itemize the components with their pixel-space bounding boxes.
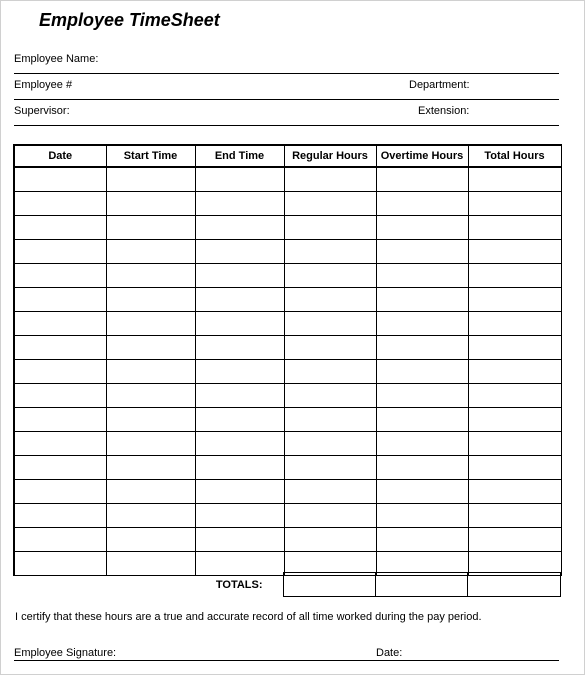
start-time-cell[interactable] <box>106 456 195 480</box>
table-row <box>14 312 561 336</box>
date-cell[interactable] <box>14 432 106 456</box>
end-time-cell[interactable] <box>195 384 284 408</box>
end-time-cell[interactable] <box>195 240 284 264</box>
regular-hours-cell[interactable] <box>284 480 376 504</box>
total-hours-cell[interactable] <box>468 408 561 432</box>
start-time-cell[interactable] <box>106 192 195 216</box>
start-time-cell[interactable] <box>106 312 195 336</box>
overtime-hours-cell[interactable] <box>376 336 468 360</box>
column-header-overtime-hours: Overtime Hours <box>376 145 468 167</box>
regular-hours-cell[interactable] <box>284 216 376 240</box>
total-hours-cell[interactable] <box>468 216 561 240</box>
signature-row[interactable] <box>14 641 559 661</box>
overtime-hours-cell[interactable] <box>376 288 468 312</box>
table-row <box>14 167 561 192</box>
total-overtime-hours-cell[interactable] <box>375 573 467 597</box>
total-hours-cell[interactable] <box>468 360 561 384</box>
overtime-hours-cell[interactable] <box>376 480 468 504</box>
table-row <box>14 264 561 288</box>
date-cell[interactable] <box>14 336 106 360</box>
timesheet-table <box>13 144 562 576</box>
end-time-cell[interactable] <box>195 408 284 432</box>
end-time-cell[interactable] <box>195 192 284 216</box>
end-time-cell[interactable] <box>195 360 284 384</box>
total-hours-cell[interactable] <box>468 288 561 312</box>
end-time-cell[interactable] <box>195 288 284 312</box>
total-hours-cell[interactable] <box>468 312 561 336</box>
start-time-cell[interactable] <box>106 480 195 504</box>
regular-hours-cell[interactable] <box>284 312 376 336</box>
employee-signature-label: Employee Signature: <box>14 647 117 659</box>
start-time-cell[interactable] <box>106 408 195 432</box>
start-time-cell[interactable] <box>106 264 195 288</box>
date-cell[interactable] <box>14 528 106 552</box>
table-row <box>14 360 561 384</box>
regular-hours-cell[interactable] <box>284 288 376 312</box>
table-row <box>14 384 561 408</box>
total-hours-cell[interactable] <box>468 264 561 288</box>
table-row <box>14 504 561 528</box>
employee-name-row[interactable] <box>14 48 559 74</box>
end-time-cell[interactable] <box>195 480 284 504</box>
end-time-cell[interactable] <box>195 456 284 480</box>
start-time-cell[interactable] <box>106 360 195 384</box>
table-row <box>14 216 561 240</box>
overtime-hours-cell[interactable] <box>376 360 468 384</box>
overtime-hours-cell[interactable] <box>376 264 468 288</box>
table-row <box>14 408 561 432</box>
supervisor-row[interactable] <box>14 100 559 126</box>
overtime-hours-cell[interactable] <box>376 384 468 408</box>
total-regular-hours-cell[interactable] <box>283 573 375 597</box>
totals-label: TOTALS: <box>215 578 263 591</box>
end-time-cell[interactable] <box>195 432 284 456</box>
employee-name-label: Employee Name: <box>14 53 99 65</box>
date-cell[interactable] <box>14 408 106 432</box>
overtime-hours-cell[interactable] <box>376 456 468 480</box>
total-hours-cell[interactable] <box>468 167 561 192</box>
column-header-start-time: Start Time <box>106 145 195 167</box>
overtime-hours-cell[interactable] <box>376 312 468 336</box>
start-time-cell[interactable] <box>106 504 195 528</box>
overtime-hours-cell[interactable] <box>376 504 468 528</box>
column-header-regular-hours: Regular Hours <box>284 145 376 167</box>
column-header-total-hours: Total Hours <box>468 145 561 167</box>
regular-hours-cell[interactable] <box>284 264 376 288</box>
regular-hours-cell[interactable] <box>284 528 376 552</box>
timesheet-body <box>14 167 561 576</box>
date-cell[interactable] <box>14 288 106 312</box>
table-row <box>14 480 561 504</box>
start-time-cell[interactable] <box>106 167 195 192</box>
date-cell[interactable] <box>14 384 106 408</box>
certification-statement: I certify that these hours are a true and accurate record of all time worked during the pay period. <box>15 611 482 623</box>
regular-hours-cell[interactable] <box>284 408 376 432</box>
total-hours-cell[interactable] <box>468 480 561 504</box>
table-header-row <box>14 145 561 167</box>
overtime-hours-cell[interactable] <box>376 216 468 240</box>
supervisor-label: Supervisor: <box>14 105 70 117</box>
employee-number-label: Employee # <box>14 79 73 91</box>
extension-label: Extension: <box>418 105 470 117</box>
table-row <box>14 456 561 480</box>
total-hours-cell[interactable] <box>468 192 561 216</box>
end-time-cell[interactable] <box>195 312 284 336</box>
table-row <box>14 432 561 456</box>
end-time-cell[interactable] <box>195 528 284 552</box>
overtime-hours-cell[interactable] <box>376 240 468 264</box>
column-header-end-time: End Time <box>195 145 284 167</box>
total-hours-cell[interactable] <box>468 528 561 552</box>
table-row <box>14 192 561 216</box>
date-cell[interactable] <box>14 360 106 384</box>
regular-hours-cell[interactable] <box>284 384 376 408</box>
table-row <box>14 240 561 264</box>
start-time-cell[interactable] <box>106 432 195 456</box>
department-label: Department: <box>409 79 470 91</box>
date-cell[interactable] <box>14 312 106 336</box>
regular-hours-cell[interactable] <box>284 360 376 384</box>
start-time-cell[interactable] <box>106 288 195 312</box>
regular-hours-cell[interactable] <box>284 504 376 528</box>
date-cell[interactable] <box>14 167 106 192</box>
total-hours-cell[interactable] <box>468 384 561 408</box>
regular-hours-cell[interactable] <box>284 432 376 456</box>
date-cell[interactable] <box>14 240 106 264</box>
page-title: Employee TimeSheet <box>39 10 220 30</box>
table-row <box>14 288 561 312</box>
overtime-hours-cell[interactable] <box>376 408 468 432</box>
start-time-cell[interactable] <box>106 336 195 360</box>
total-hours-cell[interactable] <box>468 336 561 360</box>
date-cell[interactable] <box>14 216 106 240</box>
end-time-cell[interactable] <box>195 504 284 528</box>
start-time-cell[interactable] <box>106 528 195 552</box>
overtime-hours-cell[interactable] <box>376 167 468 192</box>
regular-hours-cell[interactable] <box>284 456 376 480</box>
overtime-hours-cell[interactable] <box>376 528 468 552</box>
start-time-cell[interactable] <box>106 384 195 408</box>
date-label: Date: <box>376 647 403 659</box>
start-time-cell[interactable] <box>106 240 195 264</box>
total-hours-cell[interactable] <box>468 432 561 456</box>
end-time-cell[interactable] <box>195 264 284 288</box>
date-cell[interactable] <box>14 264 106 288</box>
date-cell[interactable] <box>14 504 106 528</box>
date-cell[interactable] <box>14 192 106 216</box>
regular-hours-cell[interactable] <box>284 192 376 216</box>
totals-row <box>13 572 561 597</box>
date-cell[interactable] <box>14 480 106 504</box>
employee-number-row[interactable] <box>14 74 559 100</box>
end-time-cell[interactable] <box>195 336 284 360</box>
table-row <box>14 528 561 552</box>
end-time-cell[interactable] <box>195 216 284 240</box>
regular-hours-cell[interactable] <box>284 240 376 264</box>
regular-hours-cell[interactable] <box>284 336 376 360</box>
overtime-hours-cell[interactable] <box>376 192 468 216</box>
overtime-hours-cell[interactable] <box>376 432 468 456</box>
table-row <box>14 336 561 360</box>
total-hours-cell[interactable] <box>468 240 561 264</box>
date-cell[interactable] <box>14 456 106 480</box>
total-hours-cell[interactable] <box>468 456 561 480</box>
column-header-date: Date <box>14 145 106 167</box>
total-hours-cell[interactable] <box>468 504 561 528</box>
end-time-cell[interactable] <box>195 167 284 192</box>
total-hours-cell[interactable] <box>467 573 560 597</box>
start-time-cell[interactable] <box>106 216 195 240</box>
regular-hours-cell[interactable] <box>284 167 376 192</box>
